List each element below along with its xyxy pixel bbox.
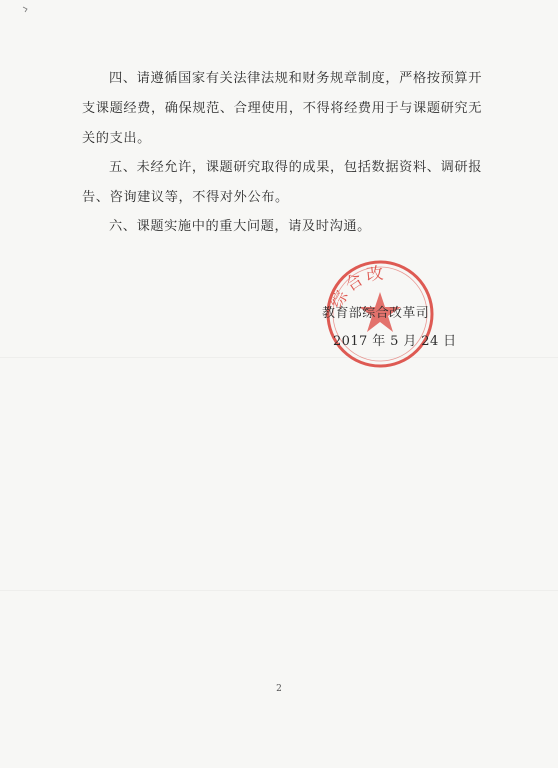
page-number: 2 — [276, 684, 282, 694]
paragraph-4 — [82, 64, 482, 154]
signature-organization: 教育部综合改革司 — [322, 306, 430, 321]
paragraph-6 — [82, 212, 482, 242]
paragraph-6-text: 六、课题实施中的重大问题，请及时沟通。 — [109, 219, 371, 234]
paragraph-5 — [82, 153, 482, 213]
paragraph-5-text: 五、未经允许，课题研究取得的成果，包括数据资料、调研报告、咨询建议等，不得对外公布。 — [82, 160, 482, 205]
scan-mark-icon — [22, 5, 32, 15]
signature-date: 2017 年 5 月 24 日 — [333, 334, 457, 349]
paragraph-4-text: 四、请遵循国家有关法律法规和财务规章制度，严格按预算开支课题经费，确保规范、合理使用，不得将经费用于与课题研究无关的支出。 — [82, 71, 482, 146]
seal-text: 综合改 — [326, 263, 388, 313]
paper-crease — [0, 590, 558, 591]
signature-block — [0, 262, 558, 382]
